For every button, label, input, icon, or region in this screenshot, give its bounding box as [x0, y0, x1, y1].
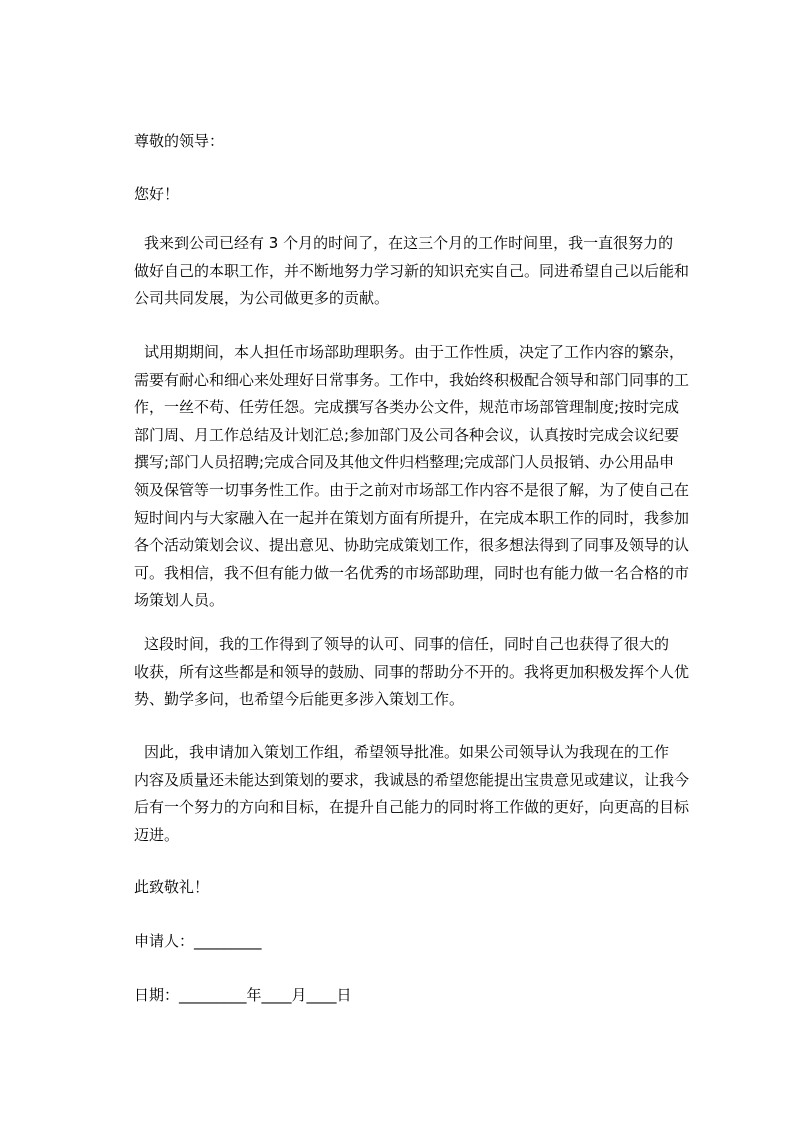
paragraph-4 — [134, 739, 714, 849]
paragraph-line: 可。我相信，我不但有能力做一名优秀的市场部助理，同时也有能力做一名合格的市 — [134, 563, 690, 582]
paragraph-line: 做好自己的本职工作，并不断地努力学习新的知识充实自己。同进希望自己以后能和 — [134, 261, 690, 280]
paragraph-line: 后有一个努力的方向和目标，在提升自己能力的同时将工作做的更好，向更高的目标 — [134, 798, 690, 817]
closing: 此致敬礼！ — [134, 878, 210, 896]
paragraph-line: 迈进。 — [134, 825, 180, 844]
paragraph-line: 场策划人员。 — [134, 591, 225, 610]
date-line: 日期：_________年____月____日 — [134, 986, 352, 1004]
paragraph-line: 因此，我申请加入策划工作组，希望领导批准。如果公司领导认为我现在的工作 — [144, 743, 670, 761]
paragraph-line: 领及保管等一切事务性工作。由于之前对市场部工作内容不是很了解，为了使自己在 — [134, 480, 690, 499]
greeting: 您好！ — [134, 185, 180, 203]
paragraph-line: 我来到公司已经有 3 个月的时间了，在这三个月的工作时间里，我一直很努力的 — [144, 234, 674, 252]
paragraph-line: 各个活动策划会议、提出意见、协助完成策划工作，很多想法得到了同事及领导的认 — [134, 536, 690, 555]
applicant-line: 申请人：_________ — [134, 932, 262, 950]
paragraph-line: 短时间内与大家融入在一起并在策划方面有所提升，在完成本职工作的同时，我参加 — [134, 508, 690, 527]
paragraph-line: 这段时间，我的工作得到了领导的认可、同事的信任，同时自己也获得了很大的 — [144, 635, 670, 653]
paragraph-line: 部门周、月工作总结及计划汇总;参加部门及公司各种会议，认真按时完成会议纪要 — [134, 425, 680, 444]
paragraph-line: 撰写;部门人员招聘;完成合同及其他文件归档整理;完成部门人员报销、办公用品申 — [134, 453, 675, 472]
salutation: 尊敬的领导： — [134, 132, 225, 150]
paragraph-1 — [134, 230, 714, 313]
paragraph-line: 收获，所有这些都是和领导的鼓励、同事的帮助分不开的。我将更加积极发挥个人优 — [134, 662, 690, 681]
paragraph-line: 公司共同发展，为公司做更多的贡献。 — [134, 289, 390, 308]
paragraph-line: 作，一丝不苟、任劳任怨。完成撰写各类办公文件，规范市场部管理制度;按时完成 — [134, 398, 680, 417]
paragraph-line: 势、勤学多问，也希望今后能更多涉入策划工作。 — [134, 690, 465, 709]
paragraph-3 — [134, 631, 714, 714]
paragraph-line: 需要有耐心和细心来处理好日常事务。工作中，我始终积极配合领导和部门同事的工 — [134, 370, 690, 389]
paragraph-2 — [134, 339, 714, 615]
paragraph-line: 试用期期间，本人担任市场部助理职务。由于工作性质，决定了工作内容的繁杂， — [144, 343, 685, 361]
paragraph-line: 内容及质量还未能达到策划的要求，我诚恳的希望您能提出宝贵意见或建议，让我今 — [134, 770, 690, 789]
